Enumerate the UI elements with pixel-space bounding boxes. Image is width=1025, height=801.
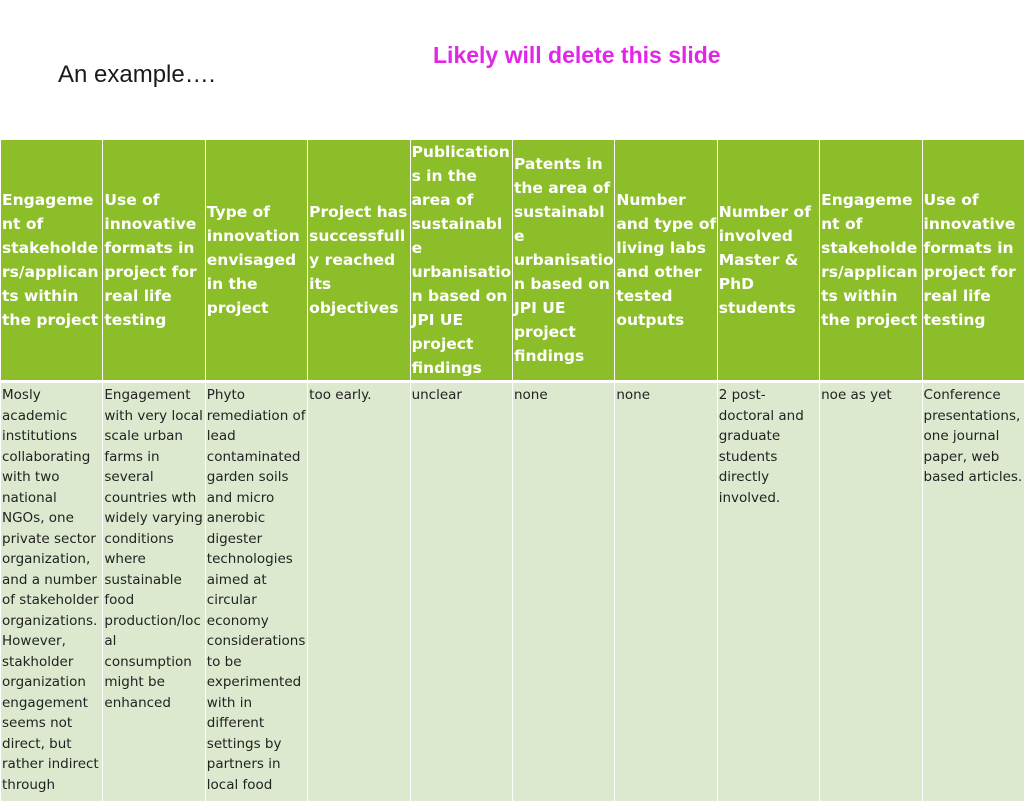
header-innovative-formats: Use of innovative formats in project for real life testing (103, 140, 205, 382)
table-cell (922, 382, 1024, 801)
header-innovative-formats-2: Use of innovative formats in project for real life testing (922, 140, 1024, 382)
table-cell (512, 382, 614, 801)
header-students: Number of involved Master & PhD students (717, 140, 819, 382)
table-cell (717, 382, 819, 801)
table-cell (615, 382, 717, 801)
cell-patents: none (514, 385, 614, 797)
slide-subtitle: An example…. (58, 61, 215, 89)
cell-stakeholder-engagement-2: noe as yet (821, 385, 921, 797)
header-innovation-type: Type of innovation envisaged in the project (205, 140, 307, 382)
table-cell (103, 382, 205, 801)
table-header-row (1, 140, 1025, 382)
header-objectives-reached: Project has successfully reached its objectives (308, 140, 410, 382)
slide-note: Likely will delete this slide (433, 42, 721, 69)
table-cell (1, 382, 103, 801)
cell-objectives-reached: too early. (309, 385, 409, 797)
cell-stakeholder-engagement: Mosly academic institutions collaborating with two national NGOs, one private sector organization, and a number of stakeholder organizations. However, stakholder organization engagement seems not direct, but rather indirect through (2, 385, 102, 797)
header-publications: Publications in the area of sustainable urbanisation based on JPI UE project findings (410, 140, 512, 382)
header-stakeholder-engagement-2: Engagement of stakeholders/applicants within the project (820, 140, 922, 382)
header-living-labs: Number and type of living labs and other tested outputs (615, 140, 717, 382)
cell-living-labs: none (616, 385, 716, 797)
project-evaluation-table (0, 140, 1025, 801)
cell-innovative-formats: Engagement with very local scale urban farms in several countries wth widely varying conditions where sustainable food production/local consumption might be enhanced (104, 385, 204, 797)
table-cell (820, 382, 922, 801)
header-stakeholder-engagement: Engagement of stakeholders/applicants within the project (1, 140, 103, 382)
table-cell (410, 382, 512, 801)
cell-students: 2 post-doctoral and graduate students directly involved. (719, 385, 819, 797)
cell-innovative-formats-2: Conference presentations, one journal paper, web based articles. (924, 385, 1024, 797)
table-cell (205, 382, 307, 801)
table-row (1, 382, 1025, 801)
header-patents: Patents in the area of sustainable urbanisation based on JPI UE project findings (512, 140, 614, 382)
cell-innovation-type: Phyto remediation of lead contaminated garden soils and micro anerobic digester technologies aimed at circular economy considerations to be experimented with in different settings by partners in local food (207, 385, 307, 797)
table-cell (308, 382, 410, 801)
cell-publications: unclear (412, 385, 512, 797)
